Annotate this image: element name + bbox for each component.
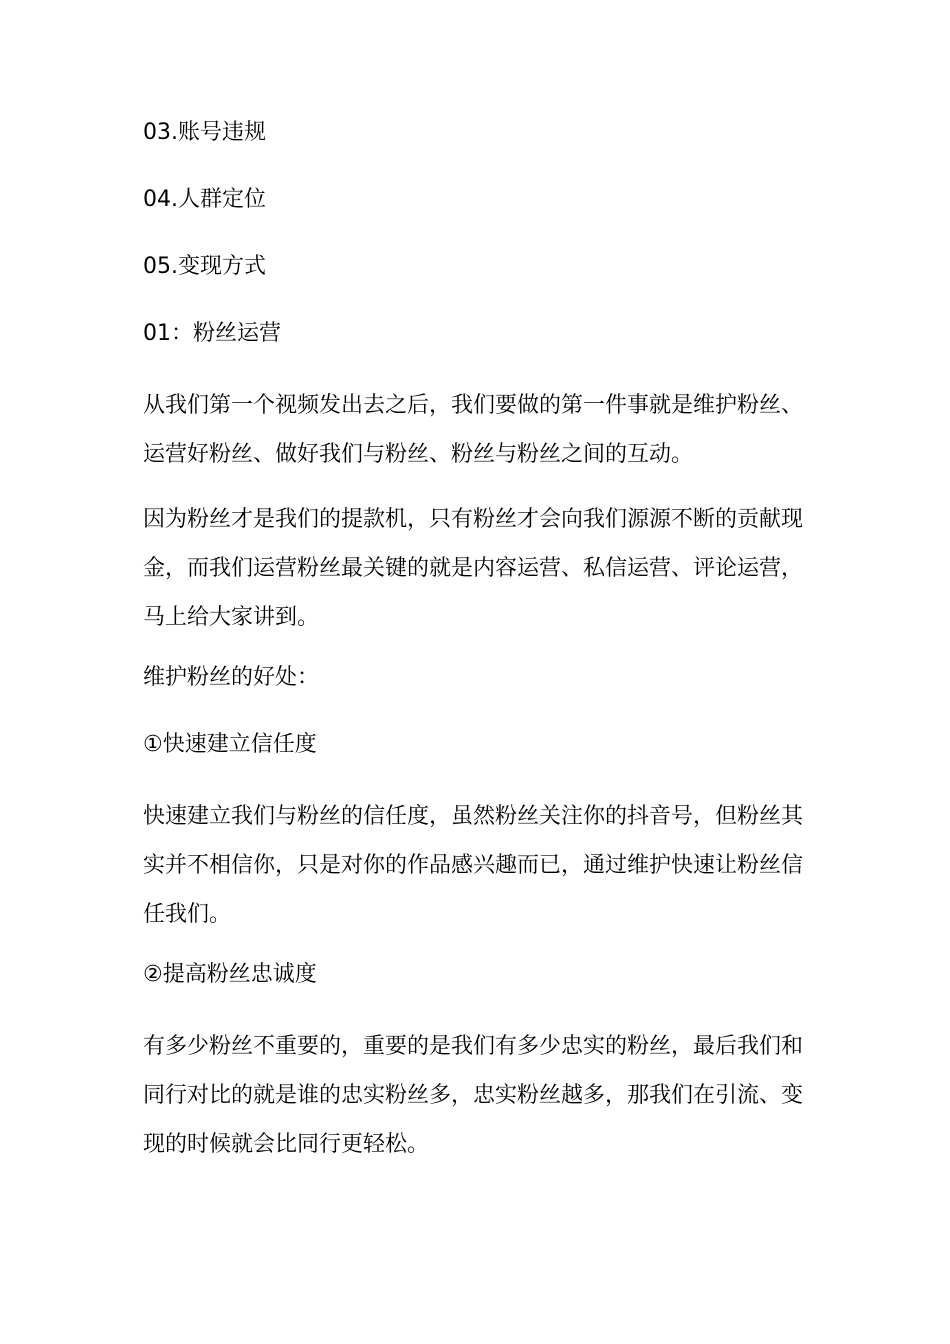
paragraph-line: 同行对比的就是谁的忠实粉丝多，忠实粉丝越多，那我们在引流、变	[143, 1083, 804, 1108]
benefit-2-body	[143, 1022, 811, 1169]
paragraph-line: 运营好粉丝、做好我们与粉丝、粉丝与粉丝之间的互动。	[143, 442, 694, 467]
paragraph-intro	[143, 381, 811, 479]
paragraph-line: 因为粉丝才是我们的提款机，只有粉丝才会向我们源源不断的贡献现	[143, 507, 804, 532]
paragraph-line: 任我们。	[143, 902, 232, 927]
outline-item-05: 05.变现方式	[143, 254, 266, 279]
paragraph-line: 现的时候就会比同行更轻松。	[143, 1132, 430, 1157]
outline-item-03: 03.账号违规	[143, 120, 266, 145]
paragraph-reason	[143, 495, 811, 642]
outline-item-04: 04.人群定位	[143, 187, 266, 212]
benefit-1-title: ①快速建立信任度	[143, 732, 317, 757]
paragraph-line: 实并不相信你，只是对你的作品感兴趣而已，通过维护快速让粉丝信	[143, 853, 804, 878]
benefits-heading: 维护粉丝的好处：	[143, 665, 320, 690]
benefit-1-body	[143, 792, 811, 939]
paragraph-line: 金，而我们运营粉丝最关键的就是内容运营、私信运营、评论运营，	[143, 556, 804, 581]
paragraph-line: 马上给大家讲到。	[143, 605, 320, 630]
document-page	[143, 113, 811, 1169]
section-heading: 01：粉丝运营	[143, 321, 281, 346]
paragraph-line: 有多少粉丝不重要的，重要的是我们有多少忠实的粉丝，最后我们和	[143, 1034, 804, 1059]
paragraph-line: 快速建立我们与粉丝的信任度，虽然粉丝关注你的抖音号，但粉丝其	[143, 804, 804, 829]
paragraph-line: 从我们第一个视频发出去之后，我们要做的第一件事就是维护粉丝、	[143, 393, 804, 418]
benefit-2-title: ②提高粉丝忠诚度	[143, 962, 317, 987]
